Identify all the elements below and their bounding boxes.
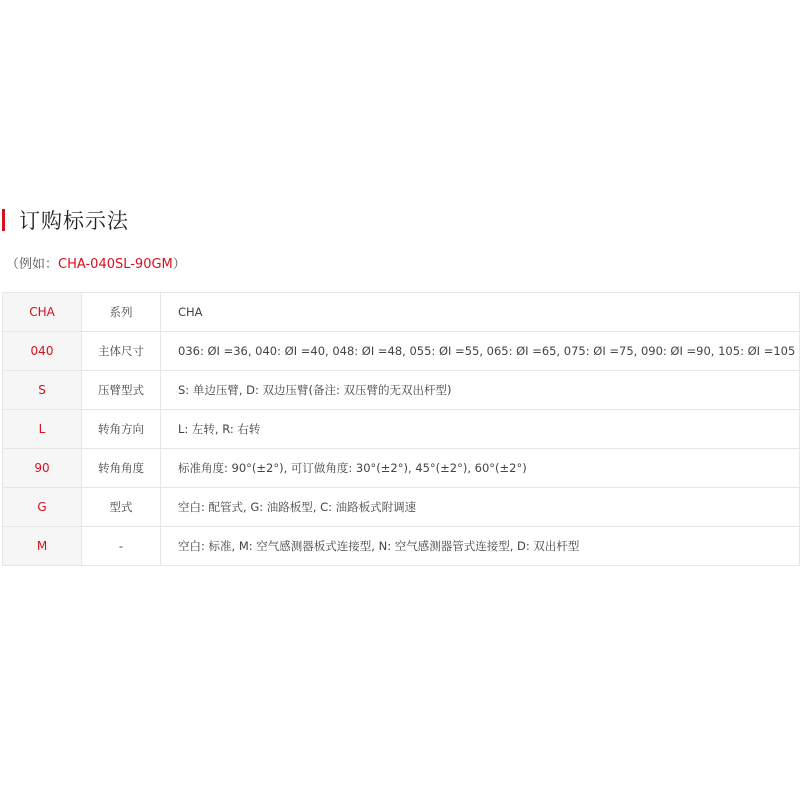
row-code: 90 — [3, 449, 82, 488]
row-code: L — [3, 410, 82, 449]
table-row — [3, 449, 800, 488]
row-description: 空白: 标准, M: 空气感测器板式连接型, N: 空气感测器管式连接型, D: 双出杆型 — [161, 527, 800, 566]
section-title — [0, 206, 129, 234]
row-description: S: 单边压臂, D: 双边压臂(备注: 双压臂的无双出杆型) — [161, 371, 800, 410]
table-row — [3, 488, 800, 527]
example-prefix: （例如： — [6, 257, 59, 272]
order-code-table — [2, 292, 800, 566]
table-row — [3, 410, 800, 449]
example-code: CHA-040SL-90GM — [58, 257, 173, 272]
row-description: L: 左转, R: 右转 — [161, 410, 800, 449]
page-title: 订购标示法 — [19, 209, 129, 233]
table-row — [3, 527, 800, 566]
row-name: 型式 — [82, 488, 161, 527]
table-row — [3, 332, 800, 371]
row-name: 系列 — [82, 293, 161, 332]
row-name: 主体尺寸 — [82, 332, 161, 371]
row-name: 转角角度 — [82, 449, 161, 488]
row-code: G — [3, 488, 82, 527]
row-description: 036: ØI =36, 040: ØI =40, 048: ØI =48, 055: ØI =55, 065: ØI =65, 075: ØI =75, 090: ØI =90, 105: ØI =105 — [161, 332, 800, 371]
row-description: 标准角度: 90°(±2°), 可订做角度: 30°(±2°), 45°(±2°), 60°(±2°) — [161, 449, 800, 488]
title-accent-bar — [2, 209, 5, 231]
example-suffix: ） — [172, 257, 186, 272]
row-description: CHA — [161, 293, 800, 332]
row-name: 转角方向 — [82, 410, 161, 449]
row-code: S — [3, 371, 82, 410]
row-code: 040 — [3, 332, 82, 371]
order-example — [6, 255, 186, 275]
row-name: - — [82, 527, 161, 566]
table-row — [3, 293, 800, 332]
row-description: 空白: 配管式, G: 油路板型, C: 油路板式附调速 — [161, 488, 800, 527]
row-code: M — [3, 527, 82, 566]
table-row — [3, 371, 800, 410]
row-code: CHA — [3, 293, 82, 332]
row-name: 压臂型式 — [82, 371, 161, 410]
